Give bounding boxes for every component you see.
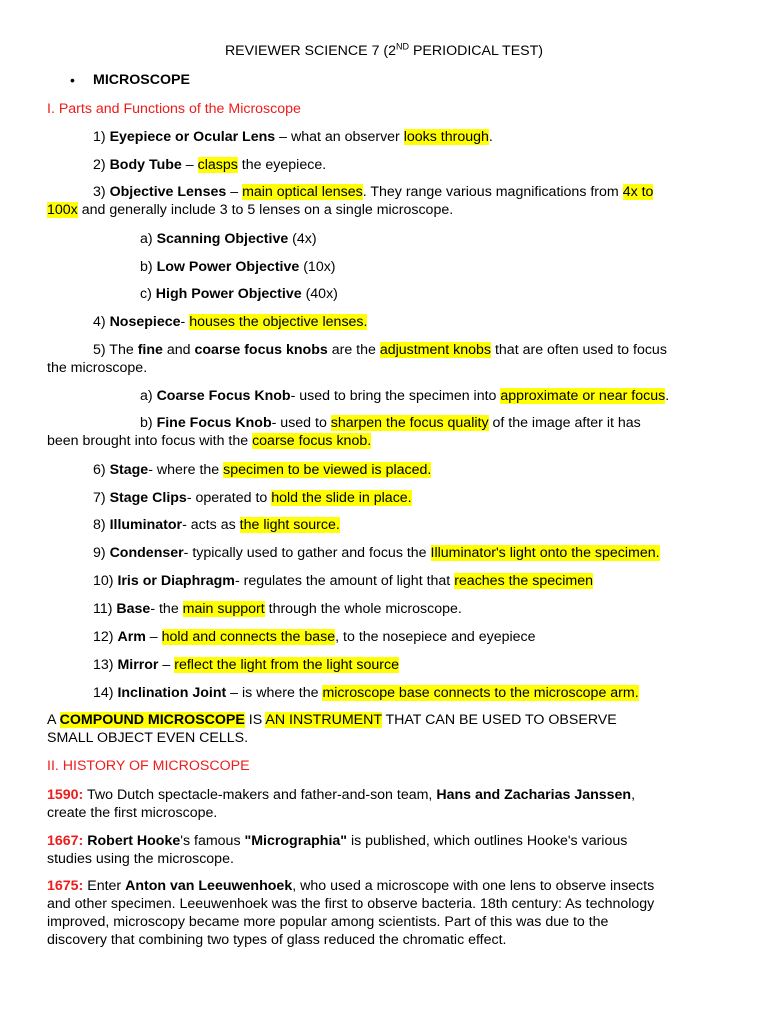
compound-microscope-definition: A COMPOUND MICROSCOPE IS AN INSTRUMENT THAT CAN BE USED TO OBSERVE SMALL OBJECT EVEN CELLS. (47, 712, 617, 746)
part-item-13: 13) Mirror – reflect the light from the light source (93, 657, 399, 673)
part-item-9: 9) Condenser- typically used to gather and focus the Illuminator's light onto the specimen. (93, 545, 660, 561)
fine-focus-knob: b) Fine Focus Knob- used to sharpen the focus quality of the image after it has been brought into focus with the coarse focus knob. (47, 415, 641, 449)
part-item-3: 3) Objective Lenses – main optical lenses. They range various magnifications from 4x to 100x and generally include 3 to 5 lenses on a single microscope. (47, 184, 654, 218)
bullet-marker: • (70, 72, 75, 88)
objective-scanning: a) Scanning Objective (4x) (140, 231, 317, 247)
history-1590: 1590: Two Dutch spectacle-makers and father-and-son team, Hans and Zacharias Janssen, create the first microscope. (47, 787, 636, 821)
coarse-focus-knob: a) Coarse Focus Knob- used to bring the specimen into approximate or near focus. (140, 388, 670, 404)
part-item-11: 11) Base- the main support through the whole microscope. (93, 601, 462, 617)
section-heading-history: II. HISTORY OF MICROSCOPE (47, 758, 250, 774)
part-item-6: 6) Stage- where the specimen to be viewed is placed. (93, 462, 432, 478)
section-heading-parts: I. Parts and Functions of the Microscope (47, 101, 301, 117)
topic-heading: MICROSCOPE (93, 72, 190, 88)
objective-low-power: b) Low Power Objective (10x) (140, 259, 336, 275)
part-item-14: 14) Inclination Joint – is where the microscope base connects to the microscope arm. (93, 685, 639, 701)
objective-high-power: c) High Power Objective (40x) (140, 286, 338, 302)
part-item-7: 7) Stage Clips- operated to hold the slide in place. (93, 490, 412, 506)
part-item-4: 4) Nosepiece- houses the objective lenses. (93, 314, 368, 330)
part-item-2: 2) Body Tube – clasps the eyepiece. (93, 157, 327, 173)
part-item-8: 8) Illuminator- acts as the light source. (93, 517, 340, 533)
history-1667: 1667: Robert Hooke's famous "Micrographia" is published, which outlines Hooke's various studies using the microscope. (47, 833, 628, 867)
part-item-12: 12) Arm – hold and connects the base, to the nosepiece and eyepiece (93, 629, 536, 645)
part-item-10: 10) Iris or Diaphragm- regulates the amount of light that reaches the specimen (93, 573, 593, 589)
page-title: REVIEWER SCIENCE 7 (2ND PERIODICAL TEST) (224, 41, 544, 59)
history-1675: 1675: Enter Anton van Leeuwenhoek, who used a microscope with one lens to observe insects and other specimen. Leeuwenhoek was the first to observe bacteria. 18th century: As technology improved, microscopy became more popular among scientists. Part of this was due to the discovery that combining two types of glass reduced the chromatic effect. (47, 878, 655, 948)
part-item-5: 5) The fine and coarse focus knobs are the adjustment knobs that are often used to focus the microscope. (47, 342, 667, 376)
part-item-1: 1) Eyepiece or Ocular Lens – what an observer looks through. (93, 129, 493, 145)
